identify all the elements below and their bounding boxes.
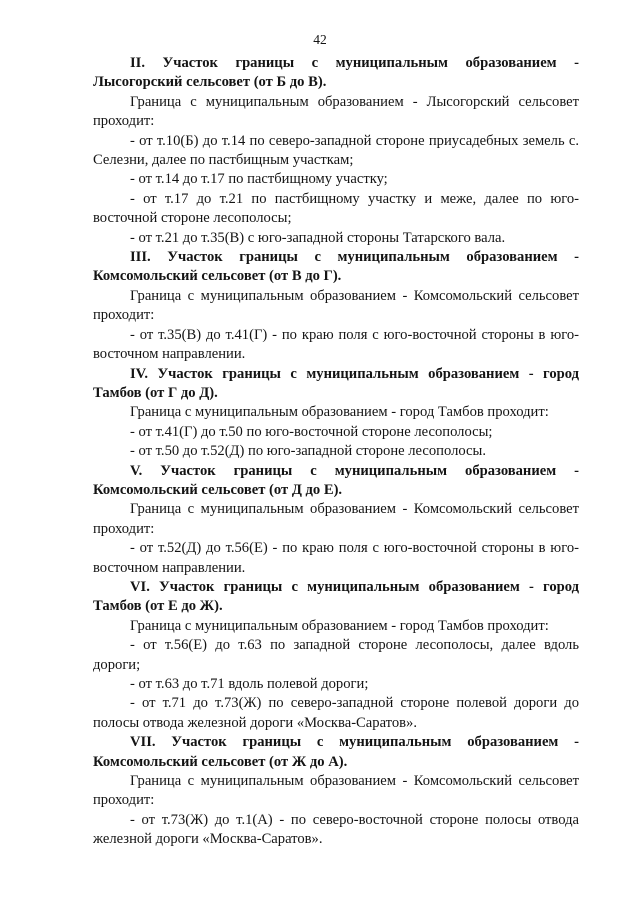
paragraph: - от т.63 до т.71 вдоль полевой дороги; (130, 676, 369, 692)
paragraph: - от т.56(Е) до т.63 по западной стороне лесополосы, далее вдоль дороги; (93, 637, 579, 673)
section-heading: IV. Участок границы с муниципальным образованием - город (130, 365, 579, 382)
section-heading-continuation: Тамбов (от Е до Ж). (93, 598, 223, 615)
paragraph: Граница с муниципальным образованием - город Тамбов проходит: (130, 404, 549, 421)
section-4 (93, 365, 579, 462)
paragraph: Граница с муниципальным образованием - Комсомольский сельсовет проходит: (93, 501, 579, 537)
section-heading-continuation: Комсомольский сельсовет (от Ж до А). (93, 753, 348, 770)
page-number: 42 (313, 32, 327, 47)
section-heading-continuation: Тамбов (от Г до Д). (93, 384, 218, 401)
document-body (93, 54, 579, 850)
paragraph: - от т.35(В) до т.41(Г) - по краю поля с юго-восточной стороны в юго-восточном направлении. (93, 326, 579, 363)
section-heading-continuation: Лысогорский сельсовет (от Б до В). (93, 74, 327, 91)
section-heading: VI. Участок границы с муниципальным образованием - город (130, 578, 579, 595)
section-heading: V. Участок границы с муниципальным образованием - (130, 462, 579, 479)
paragraph: Граница с муниципальным образованием - город Тамбов проходит: (130, 617, 549, 634)
section-5 (93, 462, 579, 578)
paragraph: - от т.10(Б) до т.14 по северо-западной стороне приусадебных земель с. Селезни, далее по пастбищным участкам; (93, 132, 579, 169)
section-6 (93, 578, 579, 733)
paragraph: - от т.50 до т.52(Д) по юго-западной стороне лесополосы. (130, 443, 486, 460)
paragraph: Граница с муниципальным образованием - Лысогорский сельсовет проходит: (93, 93, 579, 130)
section-heading-continuation: Комсомольский сельсовет (от Д до Е). (93, 481, 343, 498)
section-heading: III. Участок границы с муниципальным образованием - (130, 249, 579, 266)
paragraph: - от т.14 до т.17 по пастбищному участку; (130, 171, 388, 188)
section-heading: VII. Участок границы с муниципальным образованием - (130, 734, 579, 751)
paragraph: - от т.73(Ж) до т.1(А) - по северо-восточной стороне полосы отвода железной дороги «Москва-Саратов». (93, 811, 579, 848)
paragraph: - от т.17 до т.21 по пастбищному участку и меже, далее по юго-восточной стороне лесополосы; (93, 190, 579, 227)
paragraph: Граница с муниципальным образованием - Комсомольский сельсовет проходит: (93, 287, 579, 324)
paragraph: - от т.52(Д) до т.56(Е) - по краю поля с юго-восточной стороны в юго-восточном направлении. (93, 540, 579, 576)
paragraph: - от т.21 до т.35(В) с юго-западной стороны Татарского вала. (130, 229, 506, 246)
paragraph: - от т.41(Г) до т.50 по юго-восточной стороне лесополосы; (130, 423, 493, 440)
section-heading-continuation: Комсомольский сельсовет (от В до Г). (93, 268, 342, 285)
paragraph: - от т.71 до т.73(Ж) по северо-западной стороне полевой дороги до полосы отвода железной дороги «Москва-Саратов». (93, 695, 579, 731)
section-2 (93, 54, 579, 248)
section-7 (93, 733, 579, 849)
paragraph: Граница с муниципальным образованием - Комсомольский сельсовет проходит: (93, 773, 579, 809)
section-heading: II. Участок границы с муниципальным образованием - (130, 55, 579, 71)
section-3 (93, 248, 579, 364)
